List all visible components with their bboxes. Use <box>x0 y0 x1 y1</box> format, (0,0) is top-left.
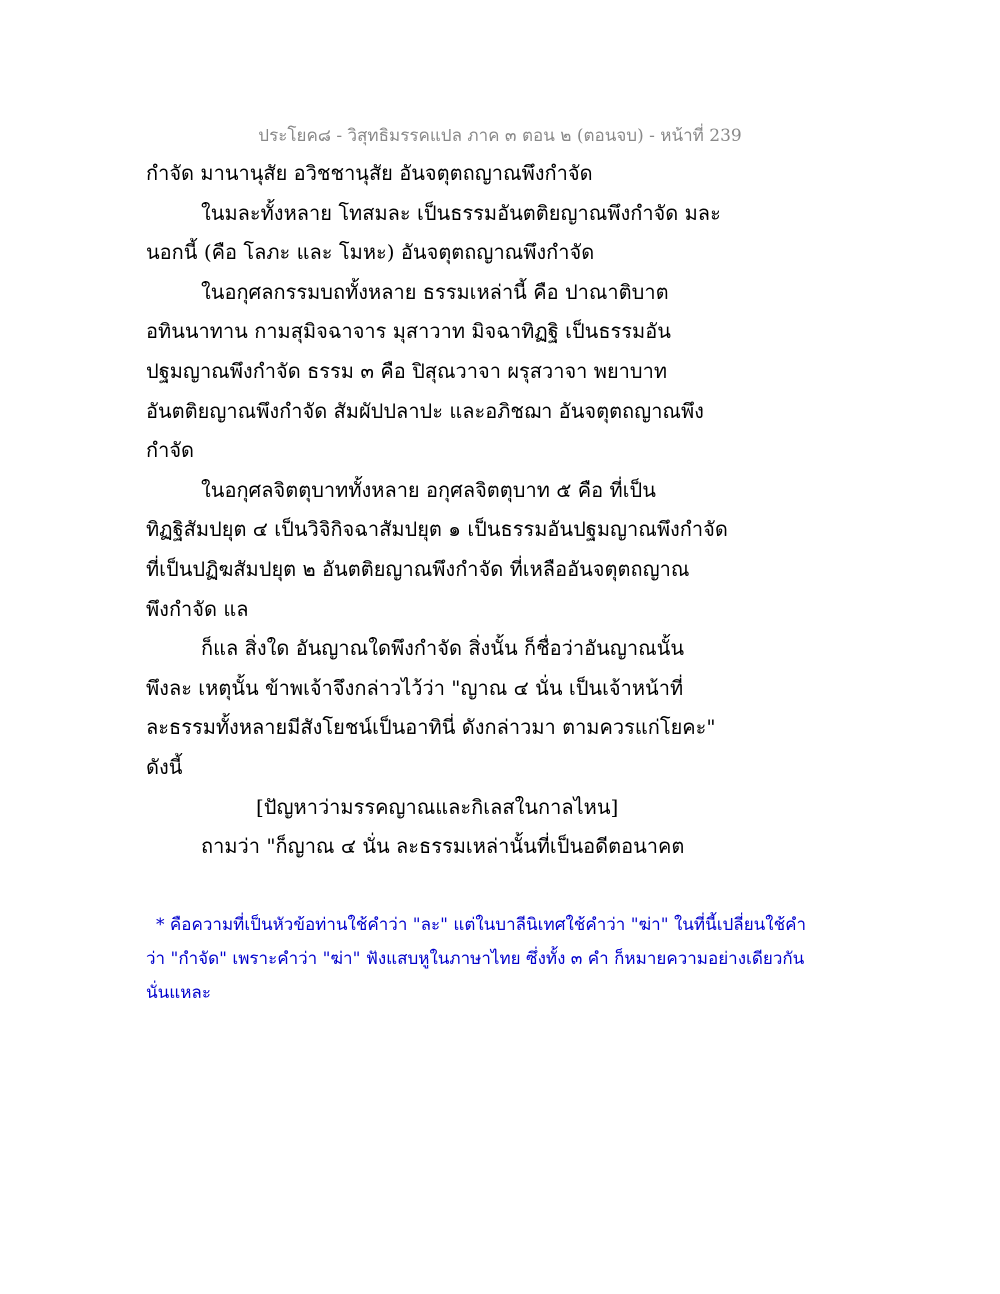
footnote-line: ว่า "กำจัด" เพราะคำว่า "ฆ่า" ฟังแสบหูในภาษาไทย ซึ่งทั้ง ๓ คำ ก็หมายความอย่างเดียวกัน <box>146 949 805 969</box>
body-line: ทิฏฐิสัมปยุต ๔ เป็นวิจิกิจฉาสัมปยุต ๑ เป็นธรรมอันปฐมญาณพึงกำจัด <box>146 517 728 542</box>
body-line: กำจัด มานานุสัย อวิชชานุสัย อันจตุตถญาณพึงกำจัด <box>146 161 593 185</box>
body-line: นอกนี้ (คือ โลภะ และ โมหะ) อันจตุตถญาณพึงกำจัด <box>146 240 595 265</box>
body-line: ที่เป็นปฏิฆสัมปยุต ๒ อันตติยญาณพึงกำจัด ที่เหลืออันจตุตถญาณ <box>146 556 690 581</box>
footnote <box>146 908 856 1010</box>
footnote-line: นั่นแหละ <box>146 983 211 1003</box>
body-line: กำจัด <box>146 438 195 463</box>
body-line: ปฐมญาณพึงกำจัด ธรรม ๓ คือ ปิสุณวาจา ผรุสวาจา พยาบาท <box>146 358 668 383</box>
body-line: พึงละ เหตุนั้น ข้าพเจ้าจึงกล่าวไว้ว่า "ญาณ ๔ นั่น เป็นเจ้าหน้าที่ <box>146 675 684 700</box>
body-line: อทินนาทาน กามสุมิจฉาจาร มุสาวาท มิจฉาทิฏฐิ เป็นธรรมอัน <box>146 319 671 344</box>
body-line: อันตติยญาณพึงกำจัด สัมผัปปลาปะ และอภิชฌา อันจตุตถญาณพึง <box>146 398 704 423</box>
body-line: ในมละทั้งหลาย โทสมละ เป็นธรรมอันตติยญาณพึงกำจัด มละ <box>201 200 721 225</box>
body-line: ดังนี้ <box>146 754 183 779</box>
body-line: ในอกุศลกรรมบถทั้งหลาย ธรรมเหล่านี้ คือ ปาณาติบาต <box>201 279 669 304</box>
footnote-line: * คือความที่เป็นหัวข้อท่านใช้คำว่า "ละ" แต่ในบาลีนิเทศใช้คำว่า "ฆ่า" ในที่นี้เปลี่ยนใช้คำ <box>156 915 807 935</box>
body-line: ก็แล สิ่งใด อันญาณใดพึงกำจัด สิ่งนั้น ก็ชื่อว่าอันญาณนั้น <box>201 636 684 661</box>
body-line: พึงกำจัด แล <box>146 596 249 621</box>
body-line: ในอกุศลจิตตุบาททั้งหลาย อกุศลจิตตุบาท ๕ คือ ที่เป็น <box>201 477 656 502</box>
body-line: ถามว่า "ก็ญาณ ๔ นั่น ละธรรมเหล่านั้นที่เป็นอดีตอนาคต <box>201 834 685 859</box>
body-line: ละธรรมทั้งหลายมีสังโยชน์เป็นอาทินี่ ดังกล่าวมา ตามควรแก่โยคะ" <box>146 715 716 740</box>
section-heading: [ปัญหาว่ามรรคญาณและกิเลสในกาลไหน] <box>256 794 619 819</box>
body-text <box>146 154 866 867</box>
running-header: ประโยค๘ - วิสุทธิมรรคแปล ภาค ๓ ตอน ๒ (ตอนจบ) - หน้าที่ 239 <box>258 126 742 146</box>
